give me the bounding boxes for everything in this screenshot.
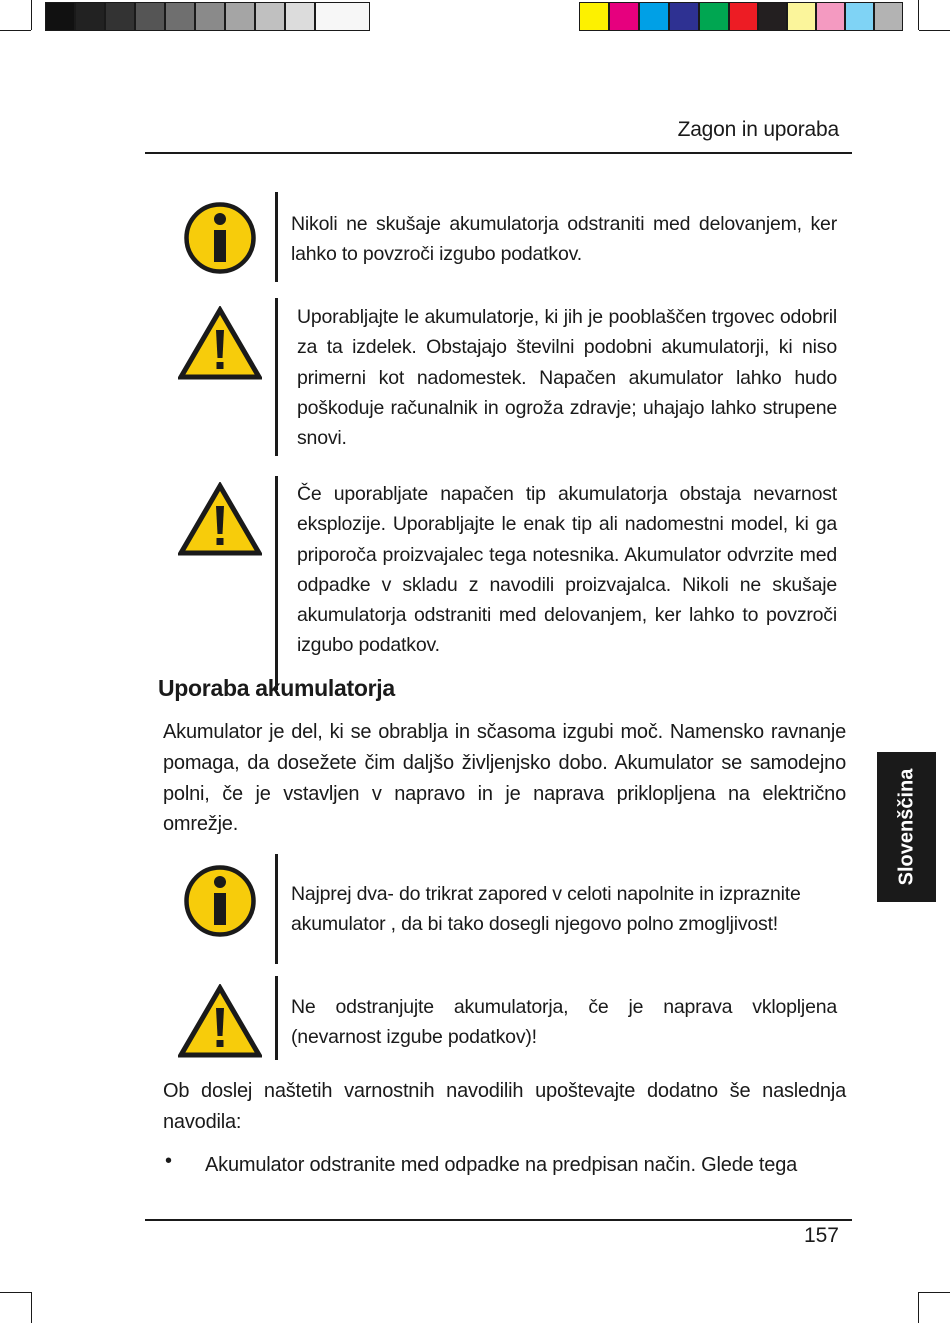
gray-swatch	[255, 2, 285, 31]
header-rule	[145, 152, 852, 154]
footer-rule	[145, 1219, 852, 1221]
note-bar	[275, 976, 278, 1060]
crop-mark	[918, 0, 919, 30]
intro-paragraph: Akumulator je del, ki se obrablja in sčasoma izgubi moč. Namensko ravnanje pomaga, da dosežete čim daljšo življenjsko dobo. Akumulator se samodejno polni, če je vstavljen v napravo in je naprava priklopljena na električno omrežje.	[163, 721, 846, 836]
color-swatch	[874, 2, 903, 31]
bullet-marker: •	[165, 1150, 173, 1172]
gray-swatch	[105, 2, 135, 31]
warning-icon	[178, 482, 262, 556]
gray-swatch	[135, 2, 165, 31]
gray-swatch	[315, 2, 370, 31]
warning-icon	[178, 984, 262, 1058]
note-bar	[275, 476, 278, 690]
color-swatch	[579, 2, 609, 31]
closing-paragraph: Ob doslej naštetih varnostnih navodilih upoštevajte dodatno še naslednja navodila:	[163, 1080, 846, 1133]
color-swatch	[758, 2, 787, 31]
note-text: Najprej dva- do trikrat zapored v celoti napolnite in izpraznite akumulator , da bi tako dosegli njegovo polno zmogljivost!	[291, 883, 801, 936]
bullet-text: Akumulator odstranite med odpadke na predpisan način. Glede tega	[205, 1154, 798, 1176]
note-text: Nikoli ne skušaje akumulatorja odstraniti med delovanjem, ker lahko to povzroči izgubo podatkov.	[291, 213, 837, 266]
color-swatch	[845, 2, 874, 31]
section-heading: Uporaba akumulatorja	[158, 675, 395, 701]
gray-swatch	[45, 2, 75, 31]
language-side-tab	[877, 752, 936, 902]
color-swatch	[699, 2, 729, 31]
color-swatch	[669, 2, 699, 31]
note-bar	[275, 854, 278, 964]
color-swatch	[609, 2, 639, 31]
gray-swatch	[225, 2, 255, 31]
crop-mark	[31, 1292, 32, 1323]
crop-mark	[31, 0, 32, 30]
crop-mark	[918, 1292, 919, 1323]
info-icon	[183, 864, 257, 938]
note-bar	[275, 298, 278, 456]
running-header: Zagon in uporaba	[677, 118, 839, 141]
crop-mark	[919, 30, 950, 31]
note-text: Če uporabljate napačen tip akumulatorja obstaja nevarnost eksplozije. Uporabljajte le enak tip ali nadomestni model, ki ga priporoča proizvajalec tega notesnika. Akumulator odvrzite med odpadke v skladu z navodili proizvajalca. Nikoli ne skušaje akumulatorja odstraniti med delovanjem, ker lahko to povzroči izgubo podatkov.	[297, 483, 837, 657]
crop-mark	[0, 1292, 31, 1293]
color-swatch	[729, 2, 758, 31]
page-number: 157	[803, 1224, 839, 1247]
note-text: Ne odstranjujte akumulatorja, če je naprava vklopljena (nevarnost izgube podatkov)!	[291, 996, 837, 1049]
gray-swatch	[75, 2, 105, 31]
color-swatch	[816, 2, 845, 31]
color-swatch	[639, 2, 669, 31]
info-icon	[183, 201, 257, 275]
crop-mark	[919, 1292, 950, 1293]
language-tab-label: Slovenščina	[895, 768, 917, 886]
gray-swatch	[165, 2, 195, 31]
color-swatch	[787, 2, 816, 31]
warning-icon	[178, 306, 262, 380]
note-bar	[275, 192, 278, 282]
note-text: Uporabljajte le akumulatorje, ki jih je pooblaščen trgovec odobril za ta izdelek. Obstajajo številni podobni akumulatorji, ki niso primerni kot nadomestek. Napačen akumulator lahko hudo poškoduje računalnik in ogroža zdravje; uhajajo lahko strupene snovi.	[297, 306, 837, 450]
crop-mark	[0, 30, 31, 31]
gray-swatch	[195, 2, 225, 31]
gray-swatch	[285, 2, 315, 31]
